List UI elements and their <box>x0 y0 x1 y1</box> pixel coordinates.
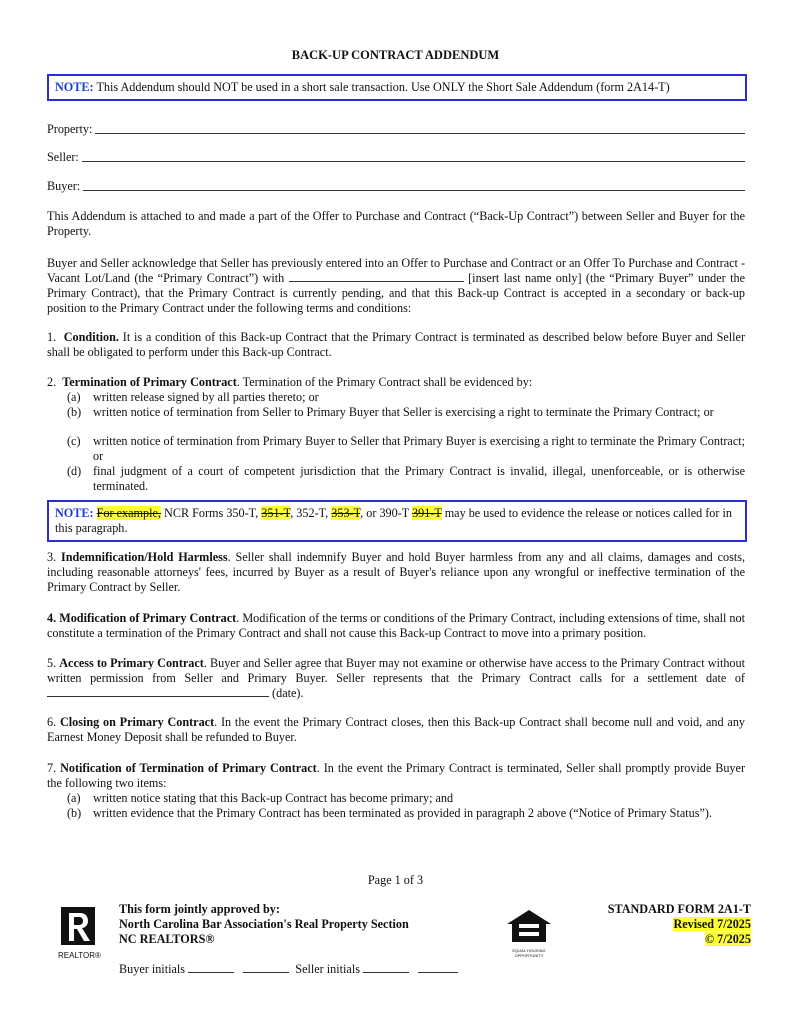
property-field[interactable] <box>47 122 745 137</box>
revised-date: Revised 7/2025 <box>673 917 751 931</box>
struck-text: 351-T <box>261 506 291 520</box>
note-label: NOTE: <box>55 506 94 520</box>
document-title: BACK-UP CONTRACT ADDENDUM <box>291 48 500 62</box>
section-2 <box>47 375 745 390</box>
struck-text: For example, <box>96 506 161 520</box>
section-heading: Condition. <box>63 330 119 344</box>
section-text: . Seller shall indemnify Buyer and hold Buyer harmless from any and all claims, damages and costs, including reasonable attorneys' fees, incurred by Buyer as a result of Buyer's reliance upon any wrongful or ineffective termination of the Primary Contract by Seller. <box>47 550 746 594</box>
item-text: written notice of termination from Seller to Primary Buyer that Seller is exercising a right to terminate the Primary Contract; or <box>93 405 714 419</box>
seller-initials-line-2[interactable] <box>418 962 458 973</box>
section-heading: Notification of Termination of Primary Contract <box>60 761 317 775</box>
section-text: . Buyer and Seller agree that Buyer may not examine or otherwise have access to the Primary Contract without written permission from Seller and Primary Buyer. Seller represents that the Primary Contract calls for a settlement date of <box>47 656 746 685</box>
item-text: written evidence that the Primary Contract has been terminated as provided in paragraph 2 above (“Notice of Primary Status”). <box>93 806 712 820</box>
section-6 <box>47 715 745 745</box>
approved-by: This form jointly approved by: <box>119 902 280 916</box>
list-item <box>67 806 745 821</box>
buyer-initials-line-1[interactable] <box>188 962 234 973</box>
eho-text: EQUAL HOUSING OPPORTUNITY <box>512 948 546 958</box>
page-number: Page 1 of 3 <box>367 873 424 887</box>
section-4 <box>47 611 745 641</box>
form-number: STANDARD FORM 2A1-T <box>607 902 751 916</box>
section-heading: Access to Primary Contract <box>59 656 204 670</box>
list-item <box>67 464 745 494</box>
date-label: (date). <box>272 686 304 700</box>
section-number: 5. <box>47 656 57 670</box>
acknowledgment-paragraph <box>47 256 745 316</box>
note-text: may be used to evidence the release or notices called for in this paragraph. <box>55 506 732 535</box>
item-text: final judgment of a court of competent jurisdiction that the Primary Contract is invalid, illegal, unenforceable, or is otherwise terminated. <box>93 464 745 493</box>
item-key: (c) <box>67 434 81 448</box>
copyright: © 7/2025 <box>704 932 751 946</box>
seller-initials-line-1[interactable] <box>363 962 409 973</box>
property-label: Property: <box>47 122 93 136</box>
list-item <box>67 405 745 420</box>
struck-text: 353-T <box>331 506 361 520</box>
section-text: . In the event the Primary Contract closes, then this Back-up Contract shall become null and void, and any Earnest Money Deposit shall be refunded to Buyer. <box>47 715 746 744</box>
seller-line[interactable] <box>82 150 745 162</box>
list-item <box>67 791 745 806</box>
section-heading: Termination of Primary Contract <box>62 375 237 389</box>
item-key: (a) <box>67 791 81 805</box>
buyer-field[interactable] <box>47 179 745 194</box>
primary-buyer-name-line[interactable] <box>289 271 464 282</box>
item-text: written notice of termination from Primary Buyer to Seller that Primary Buyer is exercising a right to terminate the Primary Contract; or <box>93 434 745 463</box>
item-text: written notice stating that this Back-up Contract has become primary; and <box>93 791 454 805</box>
seller-initials-label: Seller initials <box>295 962 360 976</box>
item-key: (d) <box>67 464 82 478</box>
section-text: . Termination of the Primary Contract shall be evidenced by: <box>236 375 533 389</box>
section-number: 6. <box>47 715 57 729</box>
intro-paragraph: This Addendum is attached to and made a part of the Offer to Purchase and Contract (“Back-Up Contract”) between Seller and Buyer for the Property. <box>47 209 745 238</box>
ack-text-a: Buyer and Seller acknowledge that Seller has previously entered into an Offer to Purchase and Contract or an Offer To Purchase and Contract - Vacant Lot/Land (the “Primary Contract”) with <box>47 256 746 285</box>
section-5 <box>47 656 745 701</box>
section-number: 2. <box>47 375 57 389</box>
section-3 <box>47 550 745 595</box>
section-heading: Modification of Primary Contract <box>59 611 237 625</box>
item-text: written release signed by all parties thereto; or <box>93 390 319 404</box>
struck-text: 391-T <box>412 506 442 520</box>
short-sale-note <box>47 74 747 101</box>
list-item <box>67 390 745 405</box>
footer <box>0 902 791 992</box>
initials-row <box>119 962 458 977</box>
section-7 <box>47 761 745 791</box>
realtor-logo-text: REALTOR® <box>58 951 101 960</box>
section-number: 1. <box>47 330 57 344</box>
equal-housing-icon <box>504 908 554 958</box>
ack-text-b: [insert last name only] (the “Primary Buyer” under the Primary Contract), that the Primary Contract is currently pending, and that this Back-up Contract is accepted in a secondary or back-up position to the Primary Contract under the following terms and conditions: <box>47 271 746 315</box>
list-item <box>67 434 745 464</box>
item-key: (a) <box>67 390 81 404</box>
note-text: NCR Forms 350-T, <box>164 506 259 520</box>
seller-field[interactable] <box>47 150 745 165</box>
section-number: 3. <box>47 550 57 564</box>
seller-label: Seller: <box>47 150 79 164</box>
section-text: It is a condition of this Back-up Contract that the Primary Contract is terminated as described below before Buyer and Seller shall be obligated to perform under this Back-up Contract. <box>47 330 746 359</box>
section-heading: Indemnification/Hold Harmless <box>60 550 228 564</box>
note-label: NOTE: <box>55 80 94 94</box>
item-key: (b) <box>67 405 82 419</box>
nc-realtors: NC REALTORS® <box>119 932 215 946</box>
buyer-initials-label: Buyer initials <box>119 962 186 976</box>
item-key: (b) <box>67 806 82 820</box>
ncr-forms-note <box>47 500 747 542</box>
settlement-date-line[interactable] <box>47 686 269 697</box>
note-text: , or 390-T <box>360 506 410 520</box>
section-text: . Modification of the terms or conditions of the Primary Contract, including extensions of time, shall not constitute a termination of the Primary Contract and shall not cause this Back-up Contract to move into a primary position. <box>47 611 746 640</box>
realtor-logo-icon <box>59 905 97 947</box>
section-heading: Closing on Primary Contract <box>59 715 215 729</box>
property-line[interactable] <box>95 122 745 134</box>
note-text: This Addendum should NOT be used in a short sale transaction. Use ONLY the Short Sale Addendum (form 2A14-T) <box>96 80 670 94</box>
buyer-initials-line-2[interactable] <box>243 962 289 973</box>
section-1 <box>47 330 745 360</box>
note-text: , 352-T, <box>290 506 329 520</box>
buyer-label: Buyer: <box>47 179 81 193</box>
section-text: . In the event the Primary Contract is terminated, Seller shall promptly provide Buyer the following two items: <box>47 761 745 790</box>
section-number: 7. <box>47 761 57 775</box>
buyer-line[interactable] <box>83 179 745 191</box>
section-number: 4. <box>47 611 57 625</box>
nc-bar-association: North Carolina Bar Association's Real Property Section <box>119 917 409 931</box>
